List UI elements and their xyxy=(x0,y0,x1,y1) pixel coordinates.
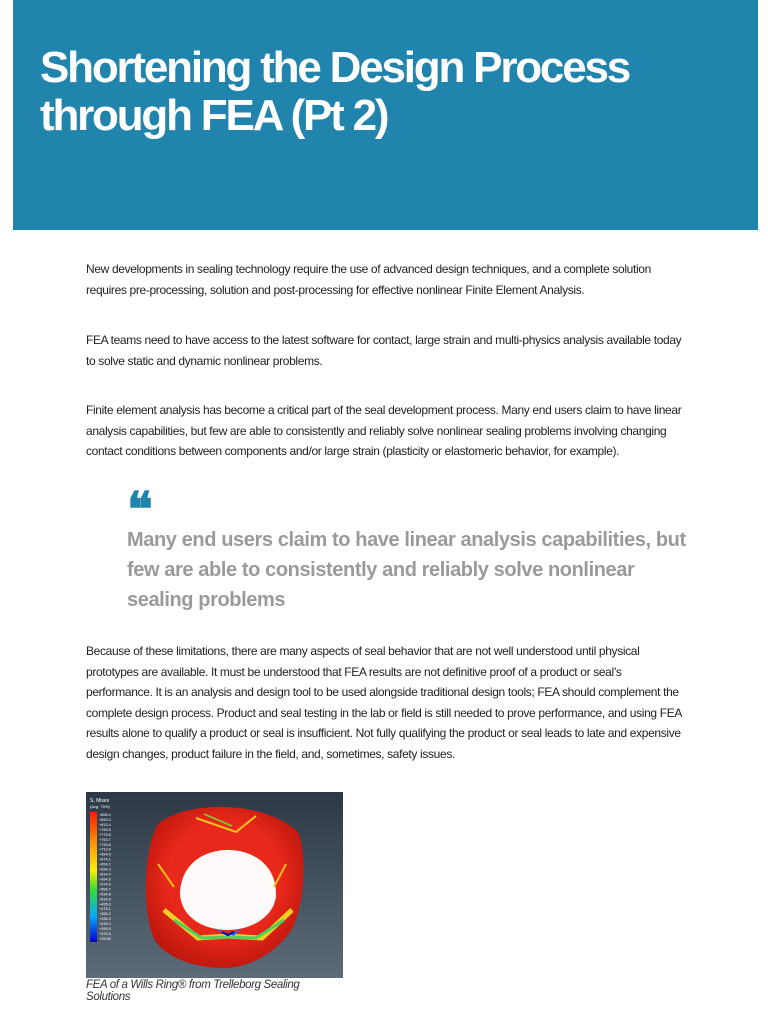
legend-scale xyxy=(90,798,111,942)
legend-value-label: +773.6 xyxy=(99,832,111,837)
legend-value-label: +713.9 xyxy=(99,847,111,852)
legend-value-label: +753.7 xyxy=(99,837,111,842)
legend-value-label: +455.2 xyxy=(99,912,111,917)
paragraph-critical-part: Finite element analysis has become a critical part of the seal development process. Many end users claim to have linear analysis capabilities, but few are able to consistently and reliably solve nonlinear sealing problems involving changing contact conditions between components and/or large strain (plasticity or elastomeric behavior, for example). xyxy=(86,403,682,458)
figure-caption: FEA of a Wills Ring® from Trelleborg Sealing Solutions xyxy=(86,979,300,1003)
legend-value-label: +534.8 xyxy=(99,892,111,897)
legend-value-label: +614.4 xyxy=(99,872,111,877)
legend-subtitle: (Avg: 75%) xyxy=(90,804,110,809)
legend-value-label: +855.0 xyxy=(99,813,111,817)
legend-value-label: +415.4 xyxy=(99,922,111,927)
legend-value-label: +634.3 xyxy=(99,867,111,872)
legend-value-label: +475.1 xyxy=(99,907,111,912)
fea-figure-image xyxy=(86,792,343,978)
legend-value-label: +574.6 xyxy=(99,882,111,887)
quote-icon: ❝ xyxy=(127,482,149,538)
legend-title: S, Mises xyxy=(90,798,110,804)
legend-value-label: +435.3 xyxy=(99,917,111,922)
paragraph-intro: New developments in sealing technology require the use of advanced design techniques, and a complete solution requires pre-processing, solution and post-processing for effective nonlinear Finite Element Analysis. xyxy=(86,262,651,297)
legend-value-label: +813.4 xyxy=(99,822,111,827)
legend-value-label: +554.7 xyxy=(99,887,111,892)
legend-value-label: +594.5 xyxy=(99,877,111,882)
legend-value-label: +694.0 xyxy=(99,852,111,857)
pull-quote: Many end users claim to have linear analysis capabilities, but few are able to consistently and reliably solve nonlinear sealing problems xyxy=(127,529,686,611)
legend-value-label: +654.2 xyxy=(99,862,111,867)
legend-value-label: +514.9 xyxy=(99,897,111,902)
legend-value-label: +25.90 xyxy=(99,937,111,941)
legend-value-label: +395.5 xyxy=(99,927,111,932)
legend-value-label: +375.6 xyxy=(99,932,111,937)
legend-value-label: +495.0 xyxy=(99,902,111,907)
legend-value-label: +793.5 xyxy=(99,827,111,832)
page-title: Shortening the Design Process through FEA (Pt 2) xyxy=(40,43,630,140)
paragraph-limitations: Because of these limitations, there are many aspects of seal behavior that are not well understood until physical prototypes are available. It must be understood that FEA results are not definitive proof of a product or seal’s performance. It is an analysis and design tool to be used alongside traditional design tools; FEA should complement the complete design process. Product and seal testing in the lab or field is still needed to prove performance, and using FEA results alone to qualify a product or seal is insufficient. Not fully qualifying the product or seal leads to late and expensive design changes, product failure in the field, and, sometimes, safety issues. xyxy=(86,644,682,761)
legend-value-label: +733.8 xyxy=(99,842,111,847)
header-banner xyxy=(13,0,758,230)
legend-value-label: +833.3 xyxy=(99,817,111,822)
legend-value-label: +674.1 xyxy=(99,857,111,862)
paragraph-fea-teams: FEA teams need to have access to the latest software for contact, large strain and multi-physics analysis available today to solve static and dynamic nonlinear problems. xyxy=(86,333,682,368)
